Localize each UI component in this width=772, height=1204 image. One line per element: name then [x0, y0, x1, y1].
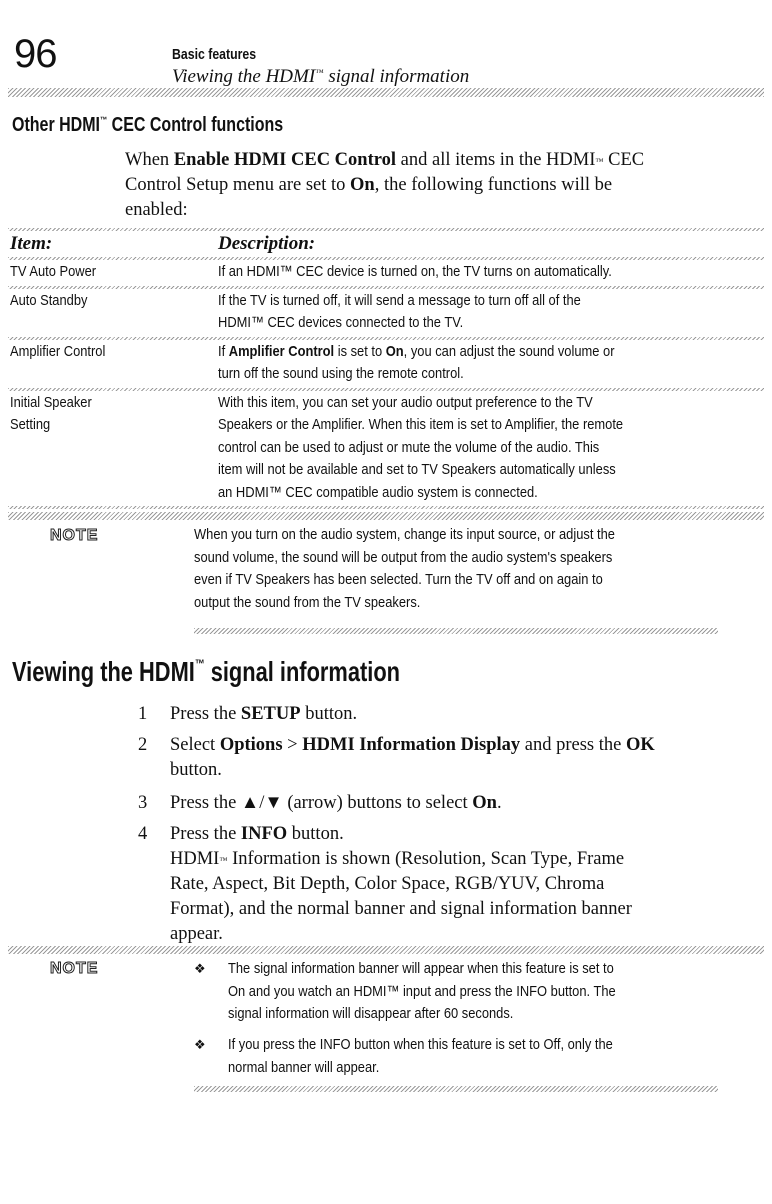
subsection-title: Viewing the HDMI™ signal information: [172, 66, 470, 87]
cec-heading: Other HDMI™ CEC Control functions: [12, 114, 284, 136]
row-description: With this item, you can set your audio output preference to the TV: [218, 393, 593, 411]
arrow-icon: ▲/▼: [240, 793, 283, 813]
note-top-rule: [8, 946, 764, 954]
row-item: Auto Standby: [10, 291, 88, 309]
table-row: [8, 260, 764, 286]
note-top-rule: [8, 512, 764, 520]
cec-intro: When Enable HDMI CEC Control and all items in the HDMI™ CEC Control Setup menu are set to On, the following functions will be enabled:: [125, 150, 645, 220]
row-description: If an HDMI™ CEC device is turned on, the TV turns on automatically.: [218, 263, 612, 280]
table-row: [8, 289, 764, 337]
header-rule: [8, 88, 764, 97]
viewing-heading: Viewing the HDMI™ signal information: [12, 656, 401, 687]
cec-function-table: [8, 228, 764, 509]
row-item: Initial Speaker: [10, 393, 92, 411]
row-item: TV Auto Power: [10, 263, 97, 280]
column-header-item: Item:: [10, 233, 53, 254]
row-item: Amplifier Control: [10, 342, 106, 360]
column-header-description: Description:: [218, 233, 316, 254]
note-bottom-rule: [194, 628, 718, 634]
table-header: [8, 231, 764, 257]
bullet-icon: ❖: [194, 1037, 206, 1052]
note-text: When you turn on the audio system, change its input source, or adjust the sound volume, the sound will be output from the audio system's speakers even if TV Speakers has been selected. Turn the TV off and on again to output the sound from the TV speakers.: [194, 526, 615, 611]
row-description: HDMI™ CEC devices connected to the TV.: [218, 314, 464, 331]
table-bottom-rule: [8, 506, 764, 509]
row-description: Speakers or the Amplifier. When this item is set to Amplifier, the remote: [218, 416, 624, 433]
row-description: control can be used to adjust or mute the volume of the audio. This: [218, 438, 600, 456]
row-item: Setting: [10, 416, 51, 433]
row-description: turn off the sound using the remote control.: [218, 365, 464, 382]
note-label: NOTE: [50, 960, 99, 977]
row-description: If the TV is turned off, it will send a message to turn off all of the: [218, 291, 581, 309]
row-description: If Amplifier Control is set to On, you can adjust the sound volume or: [218, 342, 615, 360]
page-number: 96: [14, 32, 57, 76]
bullet-icon: ❖: [194, 961, 206, 976]
row-description: item will not be available and set to TV Speakers automatically unless: [218, 461, 616, 478]
row-description: an HDMI™ CEC compatible audio system is connected.: [218, 483, 538, 501]
table-row: [8, 391, 764, 507]
note-label: NOTE: [50, 527, 99, 544]
section-title: Basic features: [172, 46, 257, 63]
table-row: [8, 340, 764, 388]
note-bottom-rule: [194, 1086, 718, 1092]
